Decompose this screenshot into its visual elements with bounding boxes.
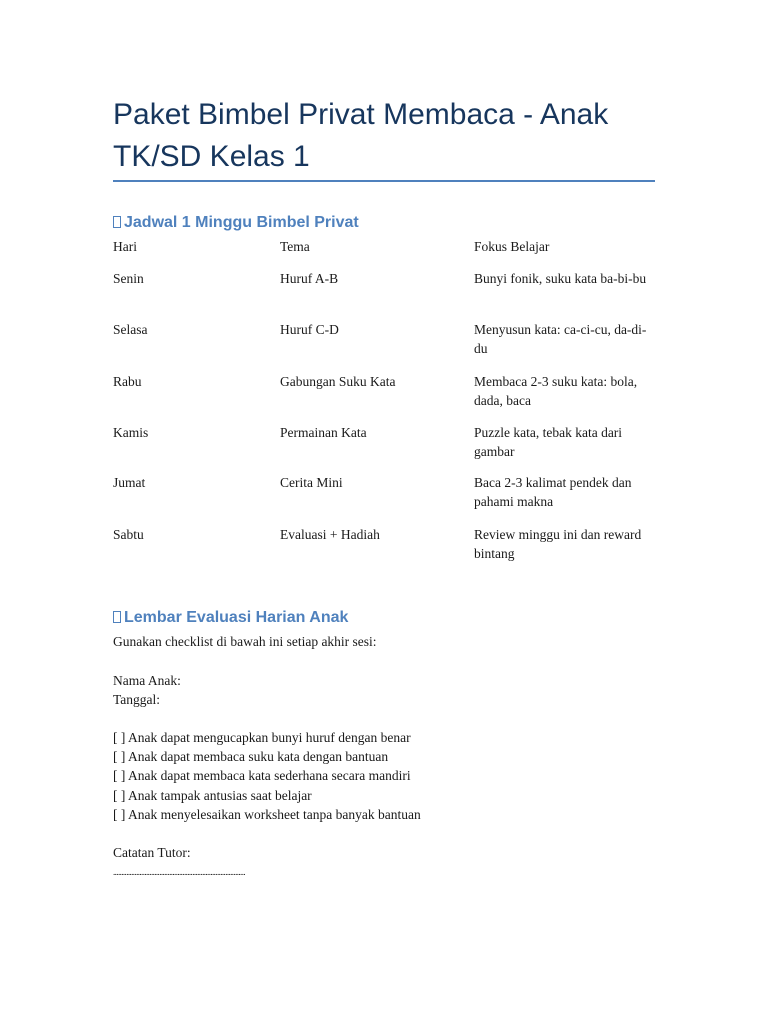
table-cell-fokus: Menyusun kata: ca-ci-cu, da-di-du	[474, 322, 647, 356]
checklist-item: [ ] Anak dapat membaca kata sederhana secara mandiri	[113, 768, 411, 783]
tutor-notes-label: Catatan Tutor:	[113, 845, 191, 860]
table-cell-fokus: Baca 2-3 kalimat pendek dan pahami makna	[474, 475, 632, 509]
column-header-fokus: Fokus Belajar	[474, 239, 550, 254]
table-cell-tema: Huruf C-D	[280, 322, 339, 337]
table-cell-hari: Senin	[113, 271, 144, 286]
evaluation-intro: Gunakan checklist di bawah ini setiap akhir sesi:	[113, 634, 377, 649]
document-title: Paket Bimbel Privat Membaca - Anak TK/SD Kelas 1	[113, 98, 609, 173]
table-cell-fokus: Bunyi fonik, suku kata ba-bi-bu	[474, 271, 647, 286]
missing-glyph-icon	[113, 611, 121, 623]
title-underline	[113, 180, 655, 182]
table-cell-fokus: Puzzle kata, tebak kata dari gambar	[474, 425, 623, 459]
table-cell-hari: Jumat	[113, 475, 146, 490]
table-cell-hari: Sabtu	[113, 527, 144, 542]
tutor-notes-line: ................................................................................	[113, 867, 246, 877]
missing-glyph-icon	[113, 216, 121, 228]
evaluation-heading-text: Lembar Evaluasi Harian Anak	[124, 609, 349, 626]
date-label: Tanggal:	[113, 692, 161, 707]
table-cell-fokus: Membaca 2-3 suku kata: bola, dada, baca	[474, 374, 638, 408]
table-cell-tema: Gabungan Suku Kata	[280, 374, 396, 389]
checklist-item: [ ] Anak dapat membaca suku kata dengan bantuan	[113, 749, 389, 764]
checklist-item: [ ] Anak tampak antusias saat belajar	[113, 788, 312, 803]
checklist-item: [ ] Anak dapat mengucapkan bunyi huruf dengan benar	[113, 730, 411, 745]
column-header-hari: Hari	[113, 239, 137, 254]
column-header-tema: Tema	[280, 239, 310, 254]
schedule-heading-text: Jadwal 1 Minggu Bimbel Privat	[124, 214, 359, 231]
table-cell-fokus: Review minggu ini dan reward bintang	[474, 527, 642, 561]
child-name-label: Nama Anak:	[113, 673, 181, 688]
table-cell-tema: Permainan Kata	[280, 425, 367, 440]
table-cell-tema: Cerita Mini	[280, 475, 343, 490]
schedule-heading	[113, 213, 359, 233]
table-cell-hari: Kamis	[113, 425, 149, 440]
table-cell-tema: Huruf A-B	[280, 271, 339, 286]
table-cell-hari: Rabu	[113, 374, 142, 389]
table-cell-tema: Evaluasi + Hadiah	[280, 527, 380, 542]
table-cell-hari: Selasa	[113, 322, 148, 337]
evaluation-heading	[113, 608, 348, 628]
checklist-item: [ ] Anak menyelesaikan worksheet tanpa banyak bantuan	[113, 807, 421, 822]
